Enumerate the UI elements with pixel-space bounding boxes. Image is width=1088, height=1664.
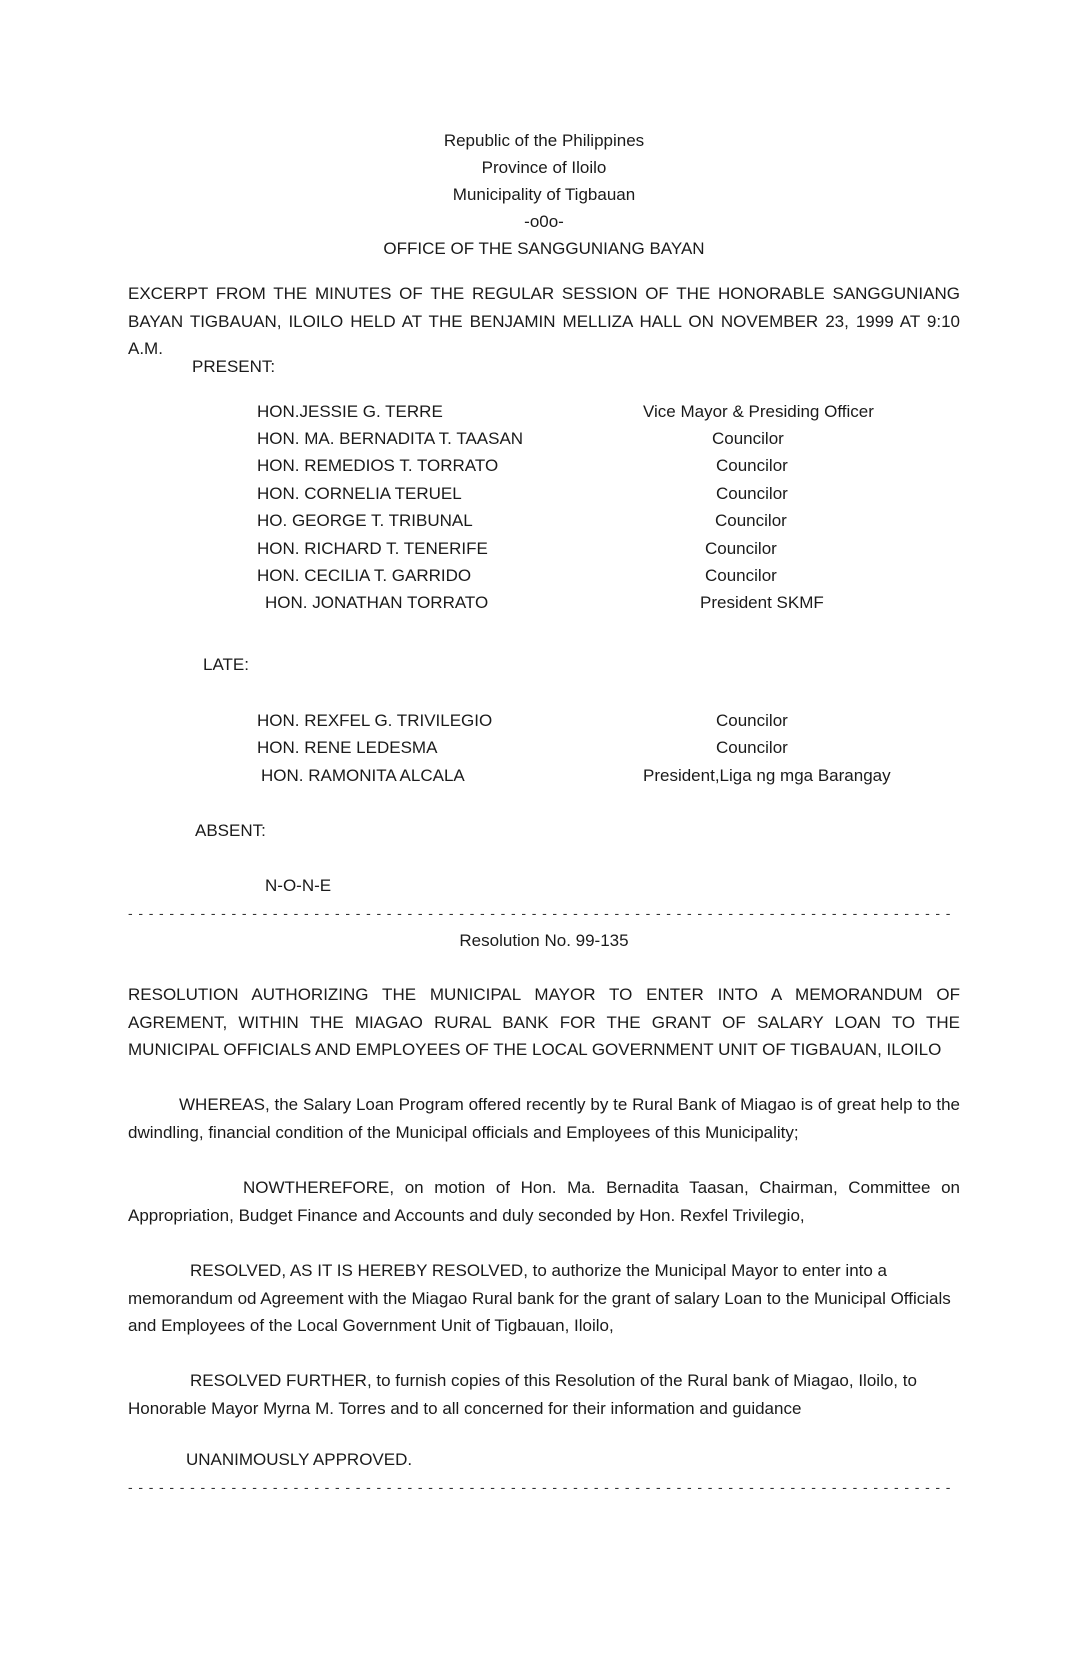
present-label: PRESENT: xyxy=(192,357,276,376)
excerpt-paragraph: EXCERPT FROM THE MINUTES OF THE REGULAR SESSION OF THE HONORABLE SANGGUNIANG BAYAN TIGBAUAN, ILOILO HELD AT THE BENJAMIN MELLIZA HALL ON NOVEMBER 23, 1999 AT 9:10 A.M. xyxy=(128,284,960,358)
whereas-clause: WHEREAS, the Salary Loan Program offered recently by te Rural Bank of Miagao is of great help to the dwindling, financial condition of the Municipal officials and Employees of this Municipality; xyxy=(128,1095,960,1142)
resolved-further-clause: RESOLVED FURTHER, to furnish copies of this Resolution of the Rural bank of Miagao, Iloilo, to Honorable Mayor Myrna M. Torres and to all concerned for their information and guidance xyxy=(128,1371,917,1418)
header-ornament: -o0o- xyxy=(524,212,564,231)
present-member-name: HON. CORNELIA TERUEL xyxy=(257,484,462,503)
present-member-role: Councilor xyxy=(705,566,777,585)
nowtherefore-clause: NOWTHEREFORE, on motion of Hon. Ma. Bernadita Taasan, Chairman, Committee on Appropriation, Budget Finance and Accounts and duly seconded by Hon. Rexfel Trivilegio, xyxy=(128,1178,960,1225)
present-member-name: HON. MA. BERNADITA T. TAASAN xyxy=(257,429,524,448)
present-member-role: Councilor xyxy=(716,484,788,503)
absent-label: ABSENT: xyxy=(195,821,266,840)
present-member-role: Councilor xyxy=(715,511,787,530)
present-member-name: HON. REMEDIOS T. TORRATO xyxy=(257,456,499,475)
present-member-name: HON. RICHARD T. TENERIFE xyxy=(257,539,488,558)
late-member-name: HON. RENE LEDESMA xyxy=(257,738,438,757)
resolution-title: RESOLUTION AUTHORIZING THE MUNICIPAL MAYOR TO ENTER INTO A MEMORANDUM OF AGREMENT, WITHIN THE MIAGAO RURAL BANK FOR THE GRANT OF SALARY LOAN TO THE MUNICIPAL OFFICIALS AND EMPLOYEES OF THE LOCAL GOVERNMENT UNIT OF TIGBAUAN, ILOILO xyxy=(128,985,960,1059)
resolution-number: Resolution No. 99-135 xyxy=(459,931,629,950)
header-office: OFFICE OF THE SANGGUNIANG BAYAN xyxy=(383,239,705,258)
present-member-name: HON.JESSIE G. TERRE xyxy=(257,402,443,421)
header-municipality: Municipality of Tigbauan xyxy=(452,185,636,204)
absent-value: N-O-N-E xyxy=(265,876,332,895)
separator-line: - - - - - - - - - - - - - - - - - - - - - - - - - - - - - - - - - - - - - - - - - - - - - - - - - - - - - - - - - - - - - - - - - - - - - - - - - - - - - - - - xyxy=(128,1480,952,1494)
present-member-role: Vice Mayor & Presiding Officer xyxy=(643,402,874,421)
approval-statement: UNANIMOUSLY APPROVED. xyxy=(186,1450,413,1469)
present-member-role: Councilor xyxy=(712,429,784,448)
resolved-clause: RESOLVED, AS IT IS HEREBY RESOLVED, to authorize the Municipal Mayor to enter into a memorandum od Agreement with the Miagao Rural bank for the grant of salary Loan to the Municipal Officials and Employees of the Local Government Unit of Tigbauan, Iloilo, xyxy=(128,1261,951,1335)
present-member-role: President SKMF xyxy=(700,593,824,612)
late-member-role: Councilor xyxy=(716,738,788,757)
late-member-name: HON. REXFEL G. TRIVILEGIO xyxy=(257,711,493,730)
late-member-role: Councilor xyxy=(716,711,788,730)
late-label: LATE: xyxy=(203,655,249,674)
header-province: Province of Iloilo xyxy=(481,158,607,177)
late-member-name: HON. RAMONITA ALCALA xyxy=(261,766,465,785)
present-member-role: Councilor xyxy=(705,539,777,558)
present-member-role: Councilor xyxy=(716,456,788,475)
late-member-role: President,Liga ng mga Barangay xyxy=(643,766,891,785)
separator-line: - - - - - - - - - - - - - - - - - - - - - - - - - - - - - - - - - - - - - - - - - - - - - - - - - - - - - - - - - - - - - - - - - - - - - - - - - - - - - - - - xyxy=(128,906,952,920)
present-member-name: HO. GEORGE T. TRIBUNAL xyxy=(257,511,473,530)
present-member-name: HON. CECILIA T. GARRIDO xyxy=(257,566,472,585)
present-member-name: HON. JONATHAN TORRATO xyxy=(265,593,489,612)
header-republic: Republic of the Philippines xyxy=(443,131,645,150)
